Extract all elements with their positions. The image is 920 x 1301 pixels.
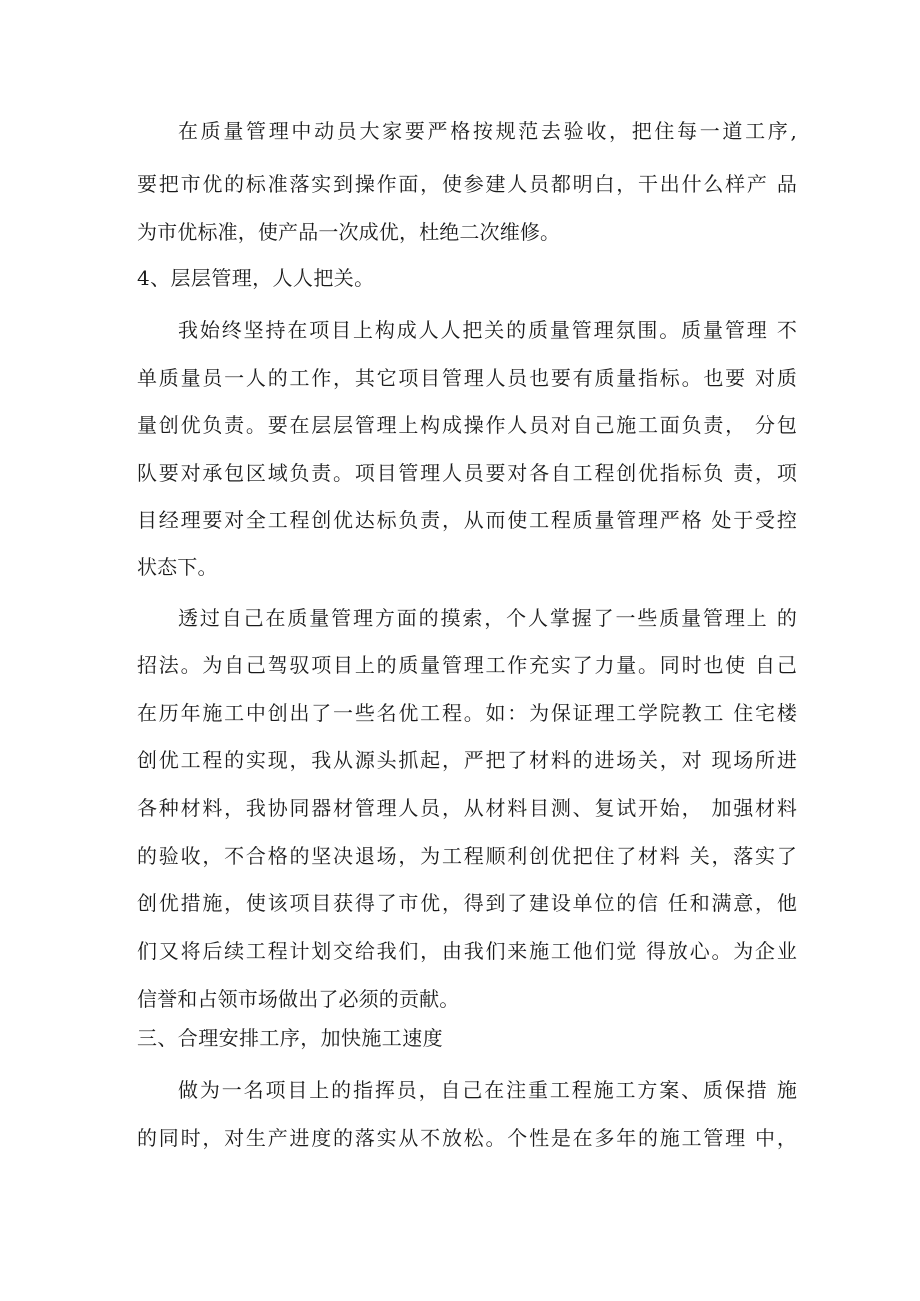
- section-heading: 三、合理安排工序，加快施工速度: [137, 1026, 443, 1050]
- text-line: 做为一名项目上的指挥员，自己在注重工程施工方案、质保措 施: [178, 1078, 797, 1102]
- text-line: 创优工程的实现，我从源头抓起，严把了材料的进场关，对 现场所进: [137, 748, 797, 772]
- text-line: 们又将后续工程计划交给我们，由我们来施工他们觉 得放心。为企业: [137, 939, 797, 963]
- text-line: 在历年施工中创出了一些名优工程。如：为保证理工学院教工 住宅楼: [137, 701, 797, 725]
- text-line: 我始终坚持在项目上构成人人把关的质量管理氛围。质量管理 不: [178, 318, 797, 342]
- text-line: 创优措施，使该项目获得了市优，得到了建设单位的信 任和满意，他: [137, 891, 797, 915]
- text-line: 的验收，不合格的坚决退场，为工程顺利创优把住了材料 关，落实了: [137, 844, 797, 868]
- text-line: 状态下。: [137, 555, 218, 579]
- text-line: 透过自己在质量管理方面的摸索，个人掌握了一些质量管理上 的: [178, 606, 797, 630]
- section-heading: 4、层层管理，人人把关。: [137, 266, 375, 290]
- text-line: 信誉和占领市场做出了必须的贡献。: [137, 987, 460, 1011]
- text-line: 目经理要对全工程创优达标负责，从而使工程质量管理严格 处于受控: [137, 508, 797, 532]
- text-line: 要把市优的标准落实到操作面，使参建人员都明白，干出什么样产 品: [137, 172, 797, 196]
- text-line: 各种材料，我协同器材管理人员，从材料目测、复试开始， 加强材料: [137, 796, 797, 820]
- text-line: 队要对承包区域负责。项目管理人员要对各自工程创优指标负 责，项: [137, 461, 797, 485]
- text-line: 单质量员一人的工作，其它项目管理人员也要有质量指标。也要 对质: [137, 366, 797, 390]
- text-line: 在质量管理中动员大家要严格按规范去验收，把住每一道工序,: [178, 119, 797, 143]
- text-line: 的同时，对生产进度的落实从不放松。个性是在多年的施工管理 中，: [137, 1126, 797, 1150]
- text-line: 招法。为自己驾驭项目上的质量管理工作充实了力量。同时也使 自己: [137, 653, 797, 677]
- text-line: 为市优标准，使产品一次成优，杜绝二次维修。: [137, 220, 561, 244]
- text-line: 量创优负责。要在层层管理上构成操作人员对自己施工面负责， 分包: [137, 413, 797, 437]
